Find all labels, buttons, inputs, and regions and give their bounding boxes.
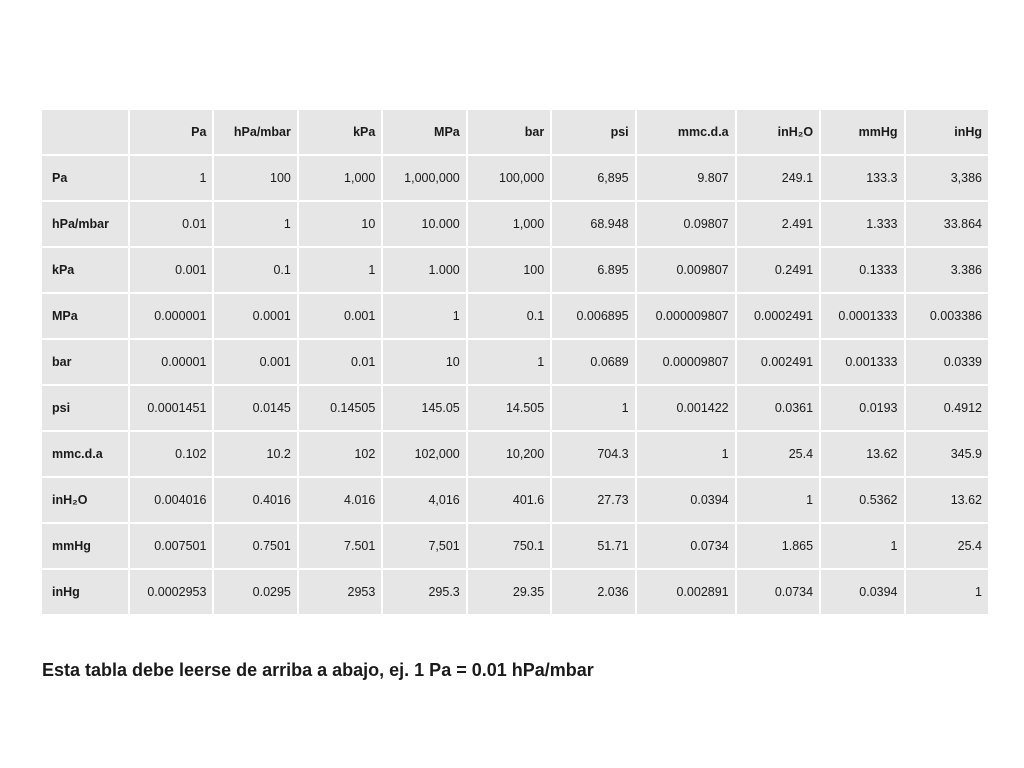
table-cell: 0.0001 xyxy=(214,294,296,338)
table-cell: 0.7501 xyxy=(214,524,296,568)
table-cell: 1 xyxy=(299,248,381,292)
table-row xyxy=(42,524,988,568)
table-cell: 750.1 xyxy=(468,524,550,568)
table-cell: 2.036 xyxy=(552,570,634,614)
table-row xyxy=(42,432,988,476)
table-cell: 0.000001 xyxy=(130,294,212,338)
table-cell: 133.3 xyxy=(821,156,903,200)
table-row xyxy=(42,248,988,292)
table-cell: 9.807 xyxy=(637,156,735,200)
table-cell: 0.007501 xyxy=(130,524,212,568)
table-cell: 0.0002491 xyxy=(737,294,819,338)
row-header: mmc.d.a xyxy=(42,432,128,476)
table-cell: 0.2491 xyxy=(737,248,819,292)
table-cell: 6.895 xyxy=(552,248,634,292)
table-cell: 10.2 xyxy=(214,432,296,476)
table-cell: 1 xyxy=(737,478,819,522)
table-cell: 0.5362 xyxy=(821,478,903,522)
row-header: bar xyxy=(42,340,128,384)
table-cell: 0.14505 xyxy=(299,386,381,430)
table-cell: 51.71 xyxy=(552,524,634,568)
table-cell: 7,501 xyxy=(383,524,465,568)
table-cell: 0.001333 xyxy=(821,340,903,384)
table-cell: 3,386 xyxy=(906,156,989,200)
table-cell: 13.62 xyxy=(906,478,989,522)
column-header: kPa xyxy=(299,110,381,154)
table-cell: 0.0145 xyxy=(214,386,296,430)
column-header: MPa xyxy=(383,110,465,154)
table-cell: 0.004016 xyxy=(130,478,212,522)
table-cell: 33.864 xyxy=(906,202,989,246)
table-cell: 1.865 xyxy=(737,524,819,568)
table-caption: Esta tabla debe leerse de arriba a abajo, ej. 1 Pa = 0.01 hPa/mbar xyxy=(42,660,594,680)
table-cell: 0.001 xyxy=(299,294,381,338)
table-cell: 0.0193 xyxy=(821,386,903,430)
table-cell: 4,016 xyxy=(383,478,465,522)
column-header: mmc.d.a xyxy=(637,110,735,154)
column-header: psi xyxy=(552,110,634,154)
table-cell: 25.4 xyxy=(906,524,989,568)
table-cell: 10,200 xyxy=(468,432,550,476)
table-header-row xyxy=(42,110,988,154)
pressure-conversion-table xyxy=(40,108,990,616)
table-cell: 0.009807 xyxy=(637,248,735,292)
table-cell: 68.948 xyxy=(552,202,634,246)
table-cell: 0.0002953 xyxy=(130,570,212,614)
table-cell: 345.9 xyxy=(906,432,989,476)
table-cell: 2953 xyxy=(299,570,381,614)
table-cell: 10 xyxy=(299,202,381,246)
table-corner-cell xyxy=(42,110,128,154)
table-cell: 0.0001333 xyxy=(821,294,903,338)
table-cell: 27.73 xyxy=(552,478,634,522)
table-cell: 0.0394 xyxy=(637,478,735,522)
table-cell: 0.0001451 xyxy=(130,386,212,430)
table-cell: 1 xyxy=(821,524,903,568)
table-cell: 0.003386 xyxy=(906,294,989,338)
table-cell: 0.4912 xyxy=(906,386,989,430)
table-cell: 1 xyxy=(214,202,296,246)
table-cell: 1,000,000 xyxy=(383,156,465,200)
table-cell: 100 xyxy=(214,156,296,200)
table-row xyxy=(42,156,988,200)
table-cell: 0.0734 xyxy=(737,570,819,614)
table-row xyxy=(42,570,988,614)
table-cell: 10 xyxy=(383,340,465,384)
table-cell: 0.00001 xyxy=(130,340,212,384)
table-cell: 0.006895 xyxy=(552,294,634,338)
table-cell: 1 xyxy=(552,386,634,430)
table-cell: 0.001 xyxy=(130,248,212,292)
row-header: psi xyxy=(42,386,128,430)
table-cell: 4.016 xyxy=(299,478,381,522)
table-cell: 10.000 xyxy=(383,202,465,246)
row-header: kPa xyxy=(42,248,128,292)
table-cell: 0.4016 xyxy=(214,478,296,522)
table-cell: 0.0339 xyxy=(906,340,989,384)
table-cell: 249.1 xyxy=(737,156,819,200)
table-cell: 0.0394 xyxy=(821,570,903,614)
table-cell: 0.0689 xyxy=(552,340,634,384)
table-cell: 1.000 xyxy=(383,248,465,292)
table-cell: 0.00009807 xyxy=(637,340,735,384)
table-cell: 3.386 xyxy=(906,248,989,292)
table-cell: 2.491 xyxy=(737,202,819,246)
table-cell: 1 xyxy=(383,294,465,338)
row-header: mmHg xyxy=(42,524,128,568)
table-cell: 145.05 xyxy=(383,386,465,430)
column-header: bar xyxy=(468,110,550,154)
table-cell: 0.1333 xyxy=(821,248,903,292)
table-cell: 0.102 xyxy=(130,432,212,476)
table-cell: 704.3 xyxy=(552,432,634,476)
row-header: inH₂O xyxy=(42,478,128,522)
table-cell: 100 xyxy=(468,248,550,292)
table-row xyxy=(42,478,988,522)
column-header: inH₂O xyxy=(737,110,819,154)
table-cell: 0.001422 xyxy=(637,386,735,430)
table-cell: 0.002491 xyxy=(737,340,819,384)
row-header: Pa xyxy=(42,156,128,200)
table-cell: 0.09807 xyxy=(637,202,735,246)
column-header: hPa/mbar xyxy=(214,110,296,154)
table-cell: 1 xyxy=(130,156,212,200)
column-header: mmHg xyxy=(821,110,903,154)
table-cell: 0.001 xyxy=(214,340,296,384)
row-header: hPa/mbar xyxy=(42,202,128,246)
table-cell: 14.505 xyxy=(468,386,550,430)
table-cell: 29.35 xyxy=(468,570,550,614)
table-cell: 102 xyxy=(299,432,381,476)
table-cell: 13.62 xyxy=(821,432,903,476)
table-body xyxy=(42,156,988,614)
table-cell: 1 xyxy=(468,340,550,384)
table-cell: 0.000009807 xyxy=(637,294,735,338)
table-cell: 0.002891 xyxy=(637,570,735,614)
table-cell: 0.0734 xyxy=(637,524,735,568)
table-cell: 7.501 xyxy=(299,524,381,568)
table-cell: 1 xyxy=(906,570,989,614)
column-header: inHg xyxy=(906,110,989,154)
table-cell: 1 xyxy=(637,432,735,476)
table-row xyxy=(42,202,988,246)
table-cell: 0.1 xyxy=(214,248,296,292)
table-cell: 401.6 xyxy=(468,478,550,522)
table-row xyxy=(42,294,988,338)
column-header: Pa xyxy=(130,110,212,154)
table-cell: 0.01 xyxy=(299,340,381,384)
table-row xyxy=(42,386,988,430)
table-cell: 0.1 xyxy=(468,294,550,338)
table-cell: 102,000 xyxy=(383,432,465,476)
row-header: MPa xyxy=(42,294,128,338)
table-row xyxy=(42,340,988,384)
table-cell: 0.0361 xyxy=(737,386,819,430)
table-cell: 0.0295 xyxy=(214,570,296,614)
table-cell: 6,895 xyxy=(552,156,634,200)
table-cell: 100,000 xyxy=(468,156,550,200)
row-header: inHg xyxy=(42,570,128,614)
table-cell: 1.333 xyxy=(821,202,903,246)
table-cell: 1,000 xyxy=(468,202,550,246)
table-cell: 0.01 xyxy=(130,202,212,246)
table-cell: 25.4 xyxy=(737,432,819,476)
table-cell: 1,000 xyxy=(299,156,381,200)
table-cell: 295.3 xyxy=(383,570,465,614)
